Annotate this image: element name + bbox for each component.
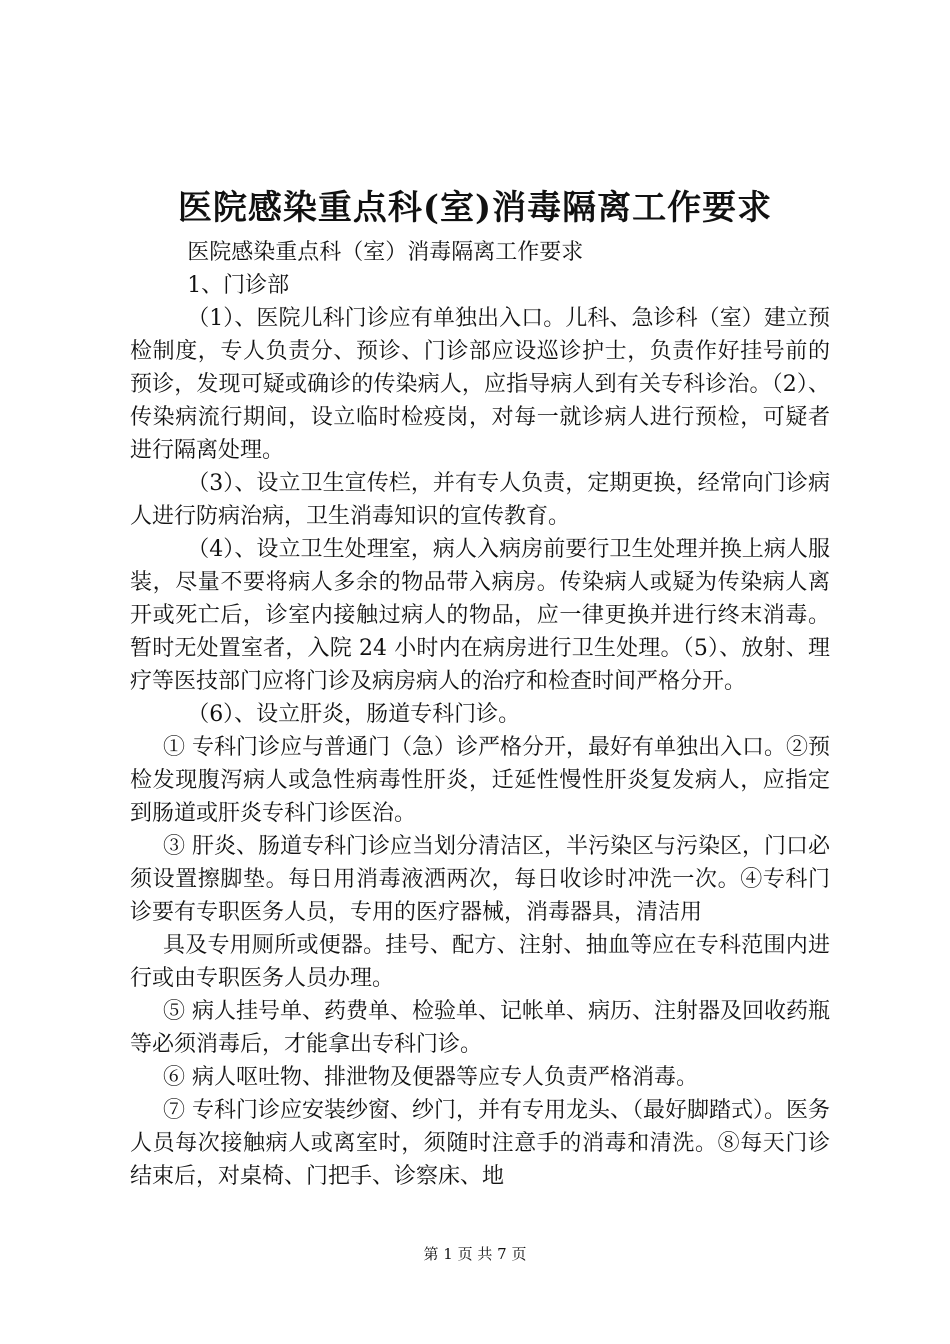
paragraph-subitem-3-4: ③ 肝炎、肠道专科门诊应当划分清洁区，半污染区与污染区，门口必须设置擦脚垫。每日用消毒液洒两次，每日收诊时冲洗一次。④专科门诊要有专职医务人员，专用的医疗器械，消毒器具，清洁用 <box>130 834 830 925</box>
document-body <box>130 236 830 1193</box>
document-title: 医院感染重点科(室)消毒隔离工作要求 <box>177 188 773 228</box>
subtitle-paragraph: 医院感染重点科（室）消毒隔离工作要求 <box>187 240 584 265</box>
paragraph-item-6: （6）、设立肝炎，肠道专科门诊。 <box>187 702 521 727</box>
paragraph-subitem-1-2: ① 专科门诊应与普通门（急）诊严格分开，最好有单独出入口。②预检发现腹泻病人或急性病毒性肝炎，迁延性慢性肝炎复发病人，应指定到肠道或肝炎专科门诊医治。 <box>130 735 830 826</box>
paragraph-continuation: 具及专用厕所或便器。挂号、配方、注射、抽血等应在专科范围内进行或由专职医务人员办理。 <box>130 933 830 991</box>
section-heading-outpatient: 1、门诊部 <box>187 273 290 298</box>
paragraph-subitem-6: ⑥ 病人呕吐物、排泄物及便器等应专人负责严格消毒。 <box>163 1065 698 1090</box>
paragraph-item-1-2: （1）、医院儿科门诊应有单独出入口。儿科、急诊科（室）建立预检制度，专人负责分、预诊、门诊部应设巡诊护士，负责作好挂号前的预诊，发现可疑或确诊的传染病人，应指导病人到有关专科诊治。（2）、传染病流行期间，设立临时检疫岗，对每一就诊病人进行预检，可疑者进行隔离处理。 <box>130 306 830 463</box>
paragraph-item-4-5: （4）、设立卫生处理室，病人入病房前要行卫生处理并换上病人服装，尽量不要将病人多余的物品带入病房。传染病人或疑为传染病人离开或死亡后，诊室内接触过病人的物品，应一律更换并进行终末消毒。暂时无处置室者，入院 24 小时内在病房进行卫生处理。（5）、放射、理疗等医技部门应将门诊及病房病人的治疗和检查时间严格分开。 <box>130 537 830 694</box>
paragraph-item-3: （3）、设立卫生宣传栏，并有专人负责，定期更换，经常向门诊病人进行防病治病，卫生消毒知识的宣传教育。 <box>130 471 830 529</box>
page-number-footer: 第 1 页 共 7 页 <box>423 1245 527 1263</box>
paragraph-subitem-5: ⑤ 病人挂号单、药费单、检验单、记帐单、病历、注射器及回收药瓶等必须消毒后，才能拿出专科门诊。 <box>130 999 830 1057</box>
paragraph-subitem-7-8: ⑦ 专科门诊应安装纱窗、纱门，并有专用龙头、（最好脚踏式）。医务人员每次接触病人或离室时，须随时注意手的消毒和清洗。⑧每天门诊结束后，对桌椅、门把手、诊察床、地 <box>130 1098 830 1189</box>
